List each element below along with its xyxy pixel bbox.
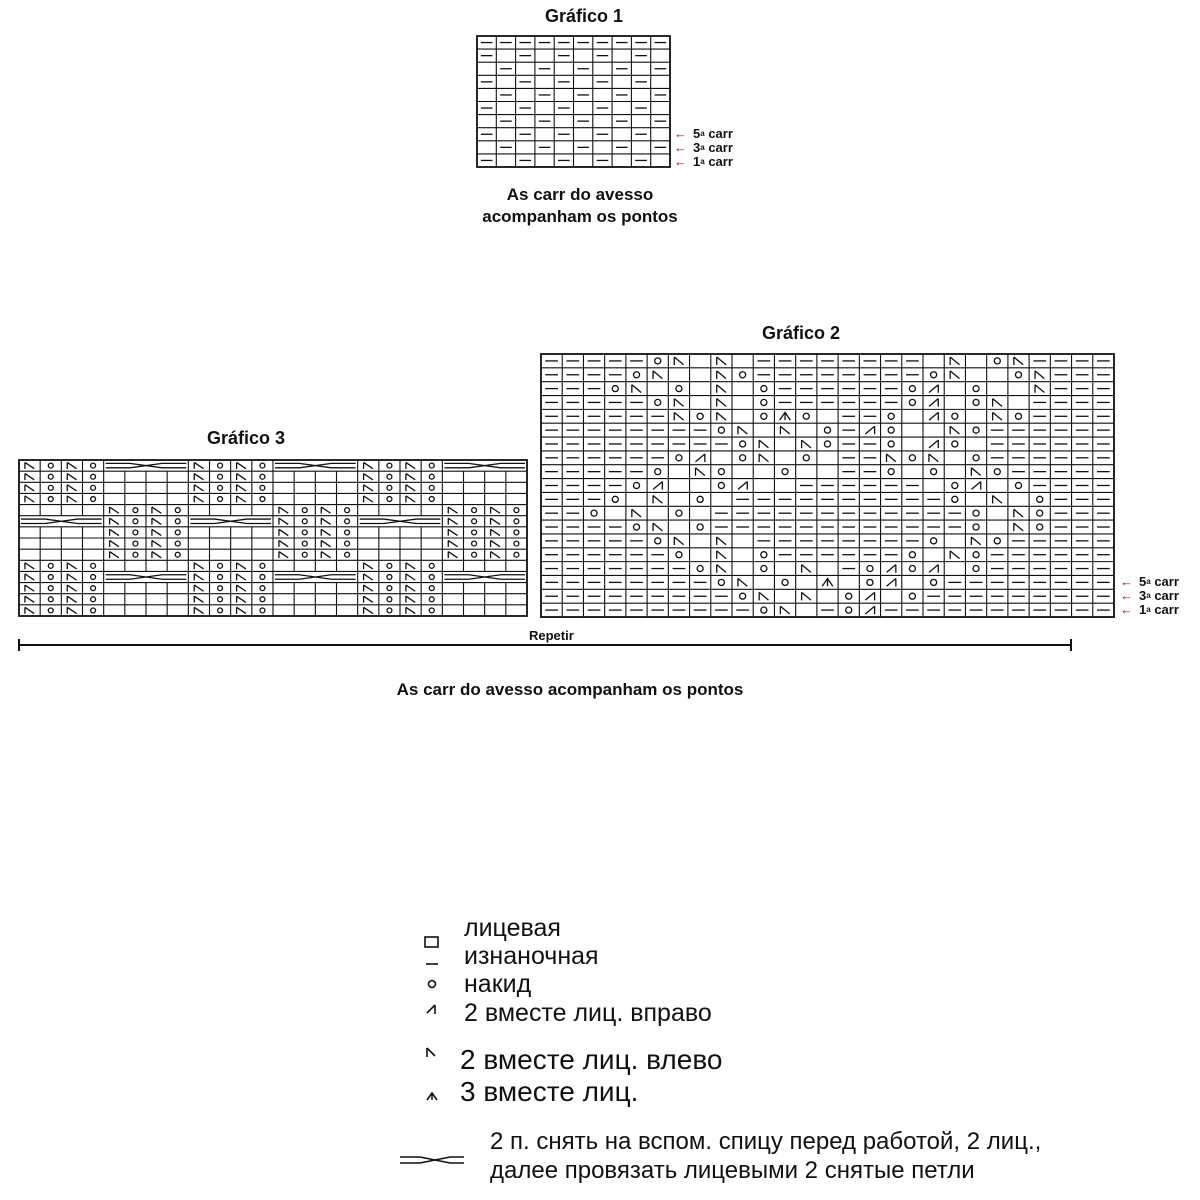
grafico1-note-line2: acompanham os pontos — [482, 207, 678, 226]
grafico1-note-line1: As carr do avesso — [506, 185, 654, 204]
grafico1-row-label-1: ← 1 a carr — [674, 153, 733, 169]
legend-label-knit: лицевая — [464, 914, 561, 942]
grafico1-row-labels — [674, 126, 733, 168]
grafico2-row-label-3: ← 3 a carr — [1120, 587, 1179, 603]
grafico2-row-label-1: ← 1 a carr — [1120, 601, 1179, 617]
grafico1-row-label-3: ← 3 a carr — [674, 139, 733, 155]
grafico1-row-label-5: ← 5 a carr — [674, 125, 733, 141]
k2tog-right-icon — [424, 1003, 440, 1017]
grafico2-title: Gráfico 2 — [762, 323, 841, 343]
k2tog-left-icon — [424, 1046, 440, 1060]
grafico3-title: Gráfico 3 — [207, 428, 286, 448]
legend-label-k2tog-left: 2 вместе лиц. влево — [460, 1044, 723, 1075]
grafico3-grid — [18, 459, 528, 617]
bottom-note: As carr do avesso acompanham os pontos — [396, 680, 744, 699]
grafico2-row-labels — [1120, 574, 1179, 616]
legend-label-cable-line1: 2 п. снять на вспом. спицу перед работой, 2 лиц., — [490, 1128, 1042, 1155]
yarn-over-icon — [426, 978, 440, 992]
legend-label-cable-line2: далее провязать лицевыми 2 снятые петли — [490, 1157, 975, 1184]
legend-label-k3tog: 3 вместе лиц. — [460, 1076, 639, 1107]
legend-label-purl: изнаночная — [464, 942, 599, 970]
grafico1-note — [455, 184, 705, 228]
grafico2-row-label-5: ← 5 a carr — [1120, 573, 1179, 589]
legend — [390, 912, 1190, 1192]
repeat-label: Repetir — [529, 628, 574, 643]
purl-dash-icon — [424, 956, 440, 968]
grafico1-title: Gráfico 1 — [545, 6, 624, 26]
grafico2-grid — [540, 353, 1115, 618]
legend-label-k2tog-right: 2 вместе лиц. вправо — [464, 999, 712, 1027]
knit-square-icon — [424, 936, 440, 950]
grafico1-grid — [476, 35, 671, 168]
k3tog-icon — [424, 1089, 440, 1103]
legend-label-yarn-over: накид — [464, 970, 532, 998]
cable-cross-icon — [398, 1152, 468, 1168]
